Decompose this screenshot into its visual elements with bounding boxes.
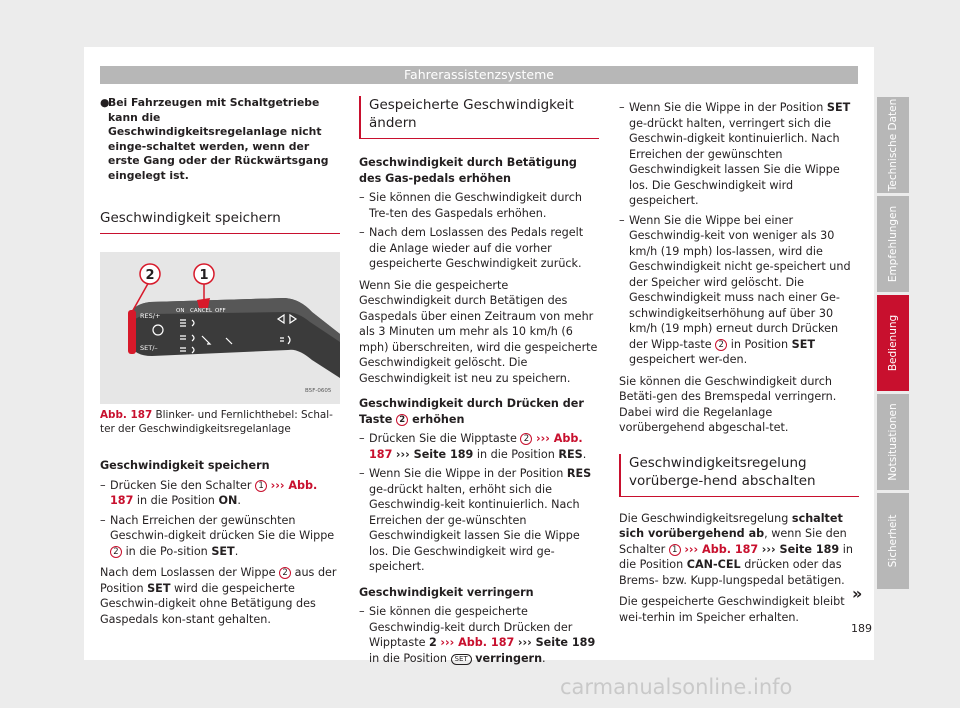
column-2 (359, 96, 599, 666)
tab-notsituationen[interactable]: Notsituationen (877, 394, 909, 490)
on-label: ON (176, 308, 185, 314)
page-link[interactable]: ››› Seite 189 (395, 447, 474, 461)
list-item: – Wenn Sie die Wippe in der Position RES ge-drückt halten, erhöht sich die Geschwindig-keit kontinuierlich. Nach Erreichen der ge-wünschten Geschwindigkeit lassen Sie die Wippe los. Die Geschwindigkeit wird ge-speichert. (359, 466, 599, 575)
bullet-icon: ● (100, 96, 110, 109)
list-item: – Sie können die gespeicherte Geschwindig-keit durch Drücken der Wipptaste 2 ››› Abb. 187 ››› Seite 189 in die Position SET verringern. (359, 604, 599, 666)
subhead-decrease: Geschwindigkeit verringern (359, 585, 534, 599)
ref-number: 2 (520, 433, 532, 445)
subhead-accelerator: Geschwindigkeit durch Betätigung des Gas-pedals erhöhen (359, 156, 577, 185)
figure-code: B5F-0605 (305, 388, 332, 394)
list-item: – Sie können die Geschwindigkeit durch Tre-ten des Gaspedals erhöhen. (359, 190, 599, 221)
figure-link[interactable]: ››› Abb. 187 (369, 432, 583, 461)
paragraph: Nach dem Loslassen der Wippe 2 aus der Position SET wird die gespeicherte Geschwin-digkeit ohne Betätigung des Gaspedals kon-stant gehalten. (100, 566, 337, 626)
section-title-store-speed: Geschwindigkeit speichern (100, 209, 340, 234)
lever-illustration (100, 252, 340, 404)
note-text: Bei Fahrzeugen mit Schaltgetriebe kann die Geschwindigkeitsregelanlage nicht einge-schaltet werden, wenn der erste Gang oder der Rückwärtsgang eingelegt ist. (108, 96, 329, 182)
ref-number: 1 (255, 480, 267, 492)
continue-arrow-icon: » (852, 584, 863, 603)
tab-bedienung[interactable]: Bedienung (877, 295, 909, 391)
set-button-icon: SET (451, 654, 472, 665)
ref-number: 2 (110, 546, 122, 558)
tab-technische-daten[interactable]: Technische Daten (877, 97, 909, 193)
off-label: OFF (215, 308, 226, 314)
tab-empfehlungen[interactable]: Empfehlungen (877, 196, 909, 292)
list-item: – Nach Erreichen der gewünschten Geschwin-digkeit drücken Sie die Wippe 2 in die Po-sition SET. (100, 513, 340, 560)
ref-number: 2 (715, 339, 727, 351)
list-item: – Drücken Sie den Schalter 1 ››› Abb. 187 in die Position ON. (100, 478, 340, 509)
ref-number: 1 (669, 544, 681, 556)
page-number: 189 (851, 622, 872, 635)
paragraph: Sie können die Geschwindigkeit durch Betäti-gen des Bremspedal verringern. Dabei wird die Regelanlage vorübergehend abgeschal-tet. (619, 374, 837, 434)
page-link[interactable]: ››› Seite 189 (761, 542, 840, 556)
column-3 (619, 96, 859, 625)
callout-2: 2 (145, 268, 155, 283)
lever-figure (100, 252, 340, 404)
cancel-label: CANCEL (190, 308, 213, 314)
figure-link[interactable]: ››› Abb. 187 (440, 636, 515, 649)
section-title-change-speed: Gespeicherte Geschwindigkeit ändern (359, 96, 599, 139)
list-item: – Wenn Sie die Wippe in der Position SET ge-drückt halten, verringert sich die Geschwin-digkeit kontinuierlich. Nach Erreichen der gewünschten Geschwindigkeit lassen Sie die Wippe los. Die Geschwindigkeit wird gespeichert. (619, 100, 859, 209)
column-1 (100, 96, 340, 627)
tab-sicherheit[interactable]: Sicherheit (877, 493, 909, 589)
subhead-button-increase: Geschwindigkeit durch Drücken der Taste 2 erhöhen (359, 397, 584, 426)
figure-caption (100, 408, 340, 436)
paragraph: Die gespeicherte Geschwindigkeit bleibt wei-terhin im Speicher erhalten. (619, 595, 845, 624)
watermark: carmanualsonline.info (560, 675, 793, 699)
subhead-store-speed: Geschwindigkeit speichern (100, 459, 270, 472)
list-item: – Drücken Sie die Wipptaste 2 ››› Abb. 187 ››› Seite 189 in die Position RES. (359, 431, 599, 462)
paragraph: Die Geschwindigkeitsregelung schaltet sich vorübergehend ab, wenn Sie den Schalter 1 ››› Abb. 187 ››› Seite 189 in die Position CAN-CEL drücken oder das Brems- bzw. Kupp-lungspedal betätigen. (619, 511, 853, 587)
page-header: Fahrerassistenzsysteme (100, 66, 858, 84)
figure-link[interactable]: ››› Abb. 187 (110, 478, 318, 507)
section-title-temp-off: Geschwindigkeitsregelung vorüberge-hend abschalten (619, 454, 859, 497)
res-label: RES/+ (140, 312, 161, 320)
paragraph: Wenn Sie die gespeicherte Geschwindigkeit durch Betätigen des Gaspedals über einen Zeitraum von mehr als 3 Minuten um mehr als 10 km/h (6 mph) überschreiten, wird die gespeicherte Geschwindigkeit gelöscht. Die Geschwindigkeit ist neu zu speichern. (359, 278, 598, 385)
callout-1: 1 (199, 268, 209, 283)
ref-number: 2 (279, 567, 291, 579)
set-label: SET/– (140, 344, 158, 352)
ref-number: 2 (396, 414, 408, 426)
page-link[interactable]: ››› Seite 189 (517, 636, 596, 649)
gearbox-note (100, 96, 340, 183)
list-item: – Nach dem Loslassen des Pedals regelt die Anlage wieder auf die vorher gespeicherte Geschwindigkeit zurück. (359, 225, 599, 272)
caption-label: Abb. 187 (100, 409, 153, 421)
list-item: – Wenn Sie die Wippe bei einer Geschwindig-keit von weniger als 30 km/h (19 mph) los-lassen, wird die Geschwindigkeit nicht ge-speichert und der Speicher wird gelöscht. Die Geschwindigkeit muss nach einer Ge-schwindigkeitserhöhung auf über 30 km/h (19 mph) erneut durch Drücken der Wipp-taste 2 in Position SET gespeichert wer-den. (619, 213, 859, 368)
caption-text: Blinker- und Fernlichthebel: Schal-ter der Geschwindigkeitsregelanlage (100, 409, 333, 435)
figure-link[interactable]: ››› Abb. 187 (684, 542, 759, 556)
